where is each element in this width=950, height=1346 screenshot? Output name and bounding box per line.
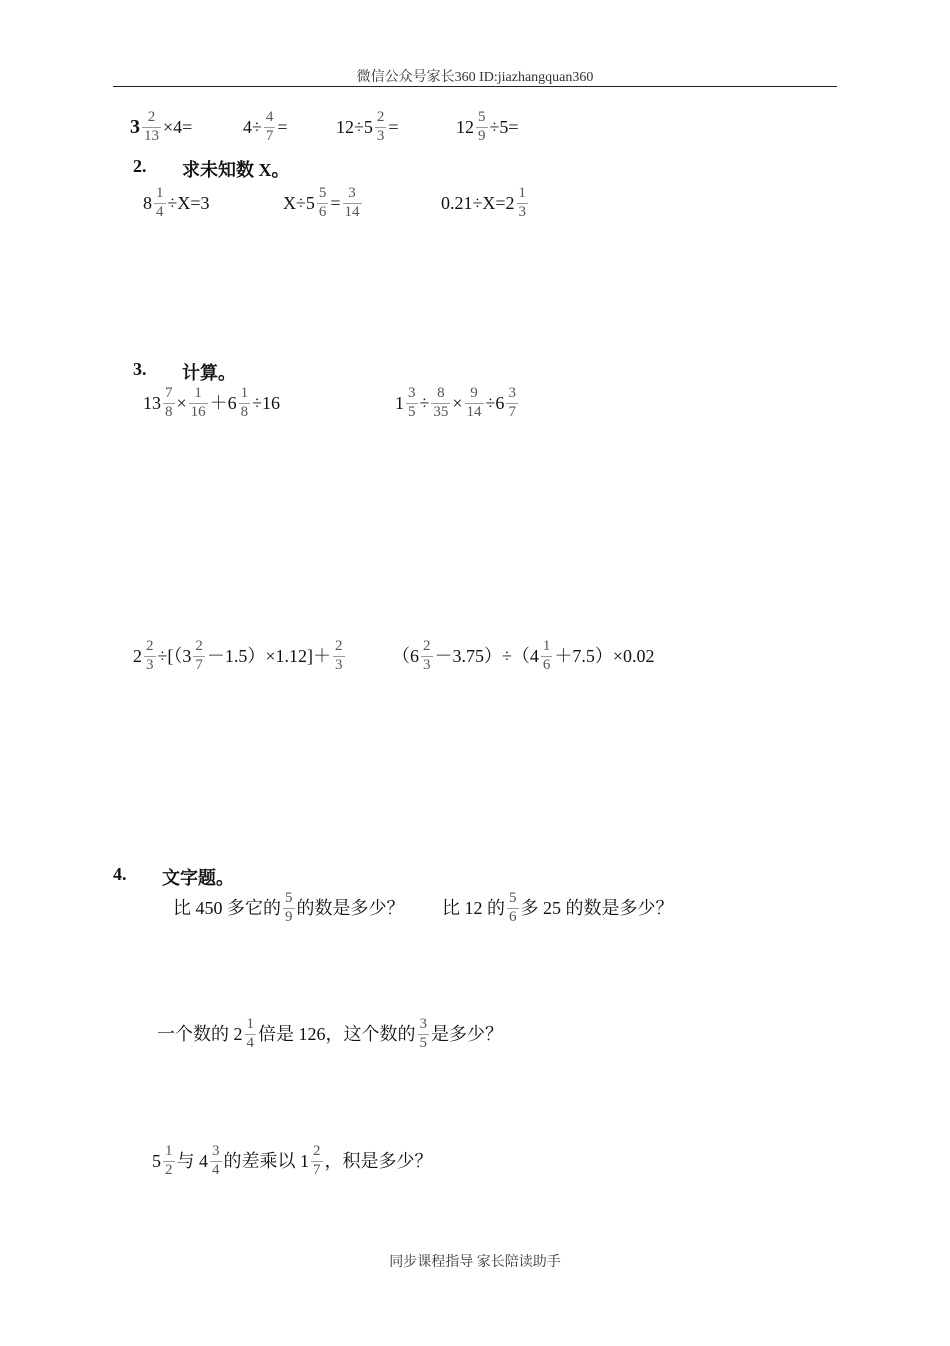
text: 与 4 bbox=[176, 1151, 208, 1172]
whole: 13 bbox=[143, 393, 161, 414]
expr-pre: （6 bbox=[392, 646, 419, 667]
fraction: $\frac{5}{9}$ bbox=[285, 890, 293, 925]
expr-rest: ÷5= bbox=[489, 117, 519, 138]
text: 是多少？ bbox=[431, 1024, 503, 1045]
text: ，积是多少？ bbox=[324, 1151, 433, 1172]
fraction: $\frac{3}{5}$ bbox=[408, 385, 416, 420]
fraction: $\frac{1}{16}$ bbox=[190, 385, 206, 420]
fraction: $\frac{3}{5}$ bbox=[419, 1016, 427, 1051]
text: 倍是 126，这个数的 bbox=[258, 1024, 416, 1045]
fraction: $\frac{1}{6}$ bbox=[542, 638, 551, 673]
expr-rest: ×4= bbox=[163, 117, 193, 138]
fraction: $\frac{1}{3}$ bbox=[518, 185, 527, 220]
operator: ÷[（3 bbox=[157, 646, 192, 667]
expr-pre: X÷5 bbox=[283, 193, 315, 214]
expr-pre: 12÷5 bbox=[336, 117, 373, 138]
fraction: $\frac{2}{3}$ bbox=[146, 638, 154, 673]
whole: 2 bbox=[133, 646, 142, 667]
word-problem-3 bbox=[157, 1017, 503, 1052]
fraction: $\frac{3}{7}$ bbox=[508, 385, 516, 420]
operator: × bbox=[452, 393, 463, 414]
page-footer: 同步课程指导 家长陪读助手 bbox=[389, 1255, 561, 1270]
fraction: $\frac{3}{14}$ bbox=[344, 185, 360, 220]
text: 一个数的 2 bbox=[157, 1024, 243, 1045]
fraction: $\frac{1}{4}$ bbox=[246, 1016, 254, 1051]
operator: ÷ bbox=[419, 393, 430, 414]
equation-2-2 bbox=[283, 186, 364, 221]
expr-rest: = bbox=[277, 117, 288, 138]
text: 的差乘以 1 bbox=[223, 1151, 309, 1172]
text: 比 12 的 bbox=[442, 898, 505, 919]
equation-2-3 bbox=[441, 186, 530, 221]
section-3-number: 3. bbox=[133, 359, 147, 379]
fraction: $\frac{2}{3}$ bbox=[335, 638, 343, 673]
section-4-title: 文字题。 bbox=[162, 868, 234, 888]
expr-pre: 0.21÷X=2 bbox=[441, 193, 515, 214]
operator: × bbox=[176, 393, 187, 414]
text: 的数是多少？ bbox=[296, 898, 405, 919]
whole: 5 bbox=[152, 1151, 161, 1172]
text: 比 450 多它的 bbox=[173, 898, 281, 919]
fraction: $\frac{2}{7}$ bbox=[195, 638, 203, 673]
expr-rest: ÷X=3 bbox=[167, 193, 210, 214]
fraction: $\frac{2}{3}$ bbox=[376, 109, 385, 144]
fraction: $\frac{8}{35}$ bbox=[433, 385, 449, 420]
fraction: $\frac{7}{8}$ bbox=[165, 385, 173, 420]
whole: 8 bbox=[143, 193, 152, 214]
page-header: 微信公众号家长360 ID:jiazhangquan360 bbox=[356, 70, 594, 85]
fraction: $\frac{5}{9}$ bbox=[478, 109, 486, 144]
word-problem-1 bbox=[173, 891, 405, 926]
expr-1-3 bbox=[336, 110, 399, 145]
expr-1-2 bbox=[243, 110, 288, 145]
whole: 12 bbox=[456, 117, 474, 138]
fraction: $\frac{1}{2}$ bbox=[165, 1143, 173, 1178]
calc-3-1 bbox=[143, 386, 280, 421]
fraction: $\frac{2}{7}$ bbox=[313, 1143, 321, 1178]
section-2-number: 2. bbox=[133, 156, 147, 176]
section-4-number: 4. bbox=[113, 864, 127, 884]
operator: ÷6 bbox=[485, 393, 505, 414]
fraction: $\frac{1}{4}$ bbox=[156, 185, 164, 220]
expr-rest: = bbox=[388, 117, 399, 138]
fraction: $\frac{4}{7}$ bbox=[265, 109, 274, 144]
expr-1-4 bbox=[456, 110, 519, 145]
header-rule bbox=[113, 86, 837, 87]
equation-2-1 bbox=[143, 186, 210, 221]
calc-3-3 bbox=[133, 639, 347, 674]
fraction: $\frac{5}{6}$ bbox=[509, 890, 517, 925]
operator: －1.5）×1.12]＋ bbox=[206, 646, 332, 667]
fraction: $\frac{1}{8}$ bbox=[240, 385, 249, 420]
expr-mid: = bbox=[330, 193, 341, 214]
expr-1-1 bbox=[130, 110, 192, 145]
fraction: $\frac{5}{6}$ bbox=[318, 185, 327, 220]
fraction: $\frac{2}{13}$ bbox=[144, 109, 159, 144]
expr-pre: 4÷ bbox=[243, 117, 262, 138]
expr-rest: ÷16 bbox=[252, 393, 281, 414]
fraction: $\frac{3}{4}$ bbox=[212, 1143, 220, 1178]
whole: 1 bbox=[395, 393, 404, 414]
operator: ＋6 bbox=[209, 393, 237, 414]
operator: －3.75）÷（4 bbox=[434, 646, 539, 667]
fraction: $\frac{2}{3}$ bbox=[423, 638, 431, 673]
word-problem-4 bbox=[152, 1144, 433, 1179]
whole: 3 bbox=[130, 116, 140, 139]
word-problem-2 bbox=[442, 891, 674, 926]
expr-rest: ＋7.5）×0.02 bbox=[554, 646, 655, 667]
text: 多 25 的数是多少？ bbox=[520, 898, 674, 919]
calc-3-4 bbox=[392, 639, 655, 674]
calc-3-2 bbox=[395, 386, 520, 421]
fraction: $\frac{9}{14}$ bbox=[466, 385, 482, 420]
section-2-title: 求未知数 X。 bbox=[182, 160, 290, 180]
section-3-title: 计算。 bbox=[182, 363, 236, 383]
